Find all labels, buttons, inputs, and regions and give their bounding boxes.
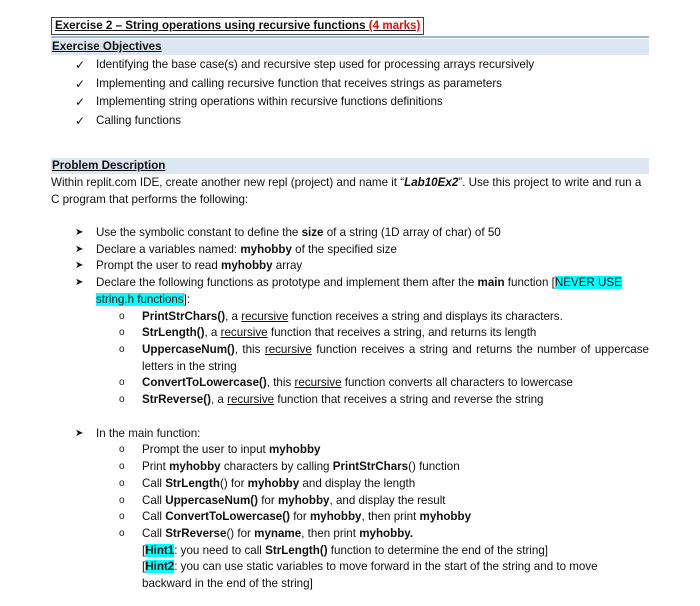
main-step: o Call UppercaseNum() for myhobby, and display the result [96, 493, 649, 510]
hint2-label: Hint2 [145, 560, 175, 574]
objectives-list [51, 56, 649, 130]
circle-bullet-icon: o [119, 394, 125, 406]
arrow-bullet-icon: ➤ [75, 227, 84, 238]
requirement-item: ➤ Declare a variables named: myhobby of the specified size [51, 242, 649, 259]
circle-bullet-icon: o [119, 377, 125, 389]
function-item: o PrintStrChars(), a recursive function receives a string and displays its characters. [96, 309, 649, 326]
circle-bullet-icon: o [119, 461, 125, 473]
objective-item: ✓ Implementing and calling recursive function that receives strings as parameters [51, 75, 649, 94]
document-page [51, 16, 649, 593]
requirement-item: ➤ Prompt the user to read myhobby array [51, 258, 649, 275]
circle-bullet-icon: o [119, 444, 125, 456]
function-item: o StrLength(), a recursive function that receives a string, and returns its length [96, 325, 649, 342]
main-step: o Call StrLength() for myhobby and display the length [96, 476, 649, 493]
exercise-title-text: Exercise 2 – String operations using recursive functions [55, 19, 366, 32]
arrow-bullet-icon: ➤ [75, 260, 84, 272]
main-step: o Print myhobby characters by calling PrintStrChars() function [96, 459, 649, 476]
function-item: o UppercaseNum(), this recursive function receives a string and returns the number of uppercase letters in the string [119, 342, 649, 373]
hint-1: [Hint1: you need to call StrLength() function to determine the end of the string] [142, 543, 548, 557]
objective-item: ✓ Identifying the base case(s) and recursive step used for processing arrays recursively [51, 56, 649, 75]
functions-list [96, 309, 649, 409]
main-step: o Call StrReverse() for myname, then print myhobby. [96, 526, 649, 543]
requirement-item: ➤ Declare the following functions as prototype and implement them after the main function [NEVER USE string.h functions]: o PrintStrChars(), a recursive function receives a string and displays its characters. o StrLength(), a recursive function that receives a string, and returns its length o UppercaseNum(), this recursive function receives a string and returns the number of uppercase letters in the string o ConvertToLowercase(), this recursive function converts all characters to lowercase o StrReverse(), a recursive function that receives a string and reverse the string [51, 275, 649, 409]
circle-bullet-icon: o [119, 494, 125, 506]
check-icon: ✓ [75, 113, 86, 128]
circle-bullet-icon: o [119, 511, 125, 523]
circle-bullet-icon: o [119, 310, 125, 322]
arrow-bullet-icon: ➤ [75, 427, 84, 439]
function-item: o ConvertToLowercase(), this recursive function converts all characters to lowercase [96, 375, 649, 392]
circle-bullet-icon: o [119, 343, 125, 355]
exercise-title [51, 17, 424, 35]
hint-2: [Hint2: you can use static variables to move forward in the start of the string and to move backward in the end of the string] [142, 560, 598, 591]
circle-bullet-icon: o [119, 527, 125, 539]
objective-item: ✓ Calling functions [51, 112, 649, 131]
requirement-item: ➤ Use the symbolic constant to define the size of a string (1D array of char) of 50 [51, 225, 649, 242]
check-icon: ✓ [75, 58, 86, 72]
check-icon: ✓ [75, 95, 86, 109]
main-steps-list [96, 442, 649, 542]
problem-heading: Problem Description [51, 158, 649, 174]
arrow-bullet-icon: ➤ [75, 243, 84, 255]
requirements-list [51, 225, 649, 409]
hint1-label: Hint1 [145, 543, 175, 557]
problem-intro: Within replit.com IDE, create another new repl (project) and name it “Lab10Ex2”. Use this project to write and run a C program that performs the following: [51, 176, 642, 206]
main-step: o Prompt the user to input myhobby [96, 442, 649, 459]
circle-bullet-icon: o [119, 477, 125, 489]
check-icon: ✓ [75, 76, 86, 91]
marks-label: (4 marks) [368, 19, 421, 32]
main-function-item: ➤ In the main function: o Prompt the user to input myhobby o Print myhobby characters by calling PrintStrChars() function o Call StrLength() for myhobby and display the length o Call UppercaseNum() for myhobby, and display the result o Call ConvertToLowercase() for myhobby, then print myhobby o Call StrReverse() for myname, then print myhobby. [Hint1: you need to call StrLength() function to determine the end of the string] [Hint2: you can use static variables to move forward in the start of the string and to move backward in the end of the string] [51, 426, 649, 593]
circle-bullet-icon: o [119, 327, 125, 339]
objective-item: ✓ Implementing string operations within recursive functions definitions [51, 93, 649, 112]
function-item: o StrReverse(), a recursive function that receives a string and reverse the string [96, 392, 649, 409]
main-function-list [51, 426, 649, 593]
main-step: o Call ConvertToLowercase() for myhobby, then print myhobby [96, 509, 649, 526]
objectives-heading: Exercise Objectives [51, 39, 649, 55]
repl-name: Lab10Ex2 [404, 176, 459, 189]
arrow-bullet-icon: ➤ [75, 277, 84, 289]
title-row [51, 16, 649, 38]
never-use-highlight: NEVER USE string.h functions [96, 276, 622, 306]
